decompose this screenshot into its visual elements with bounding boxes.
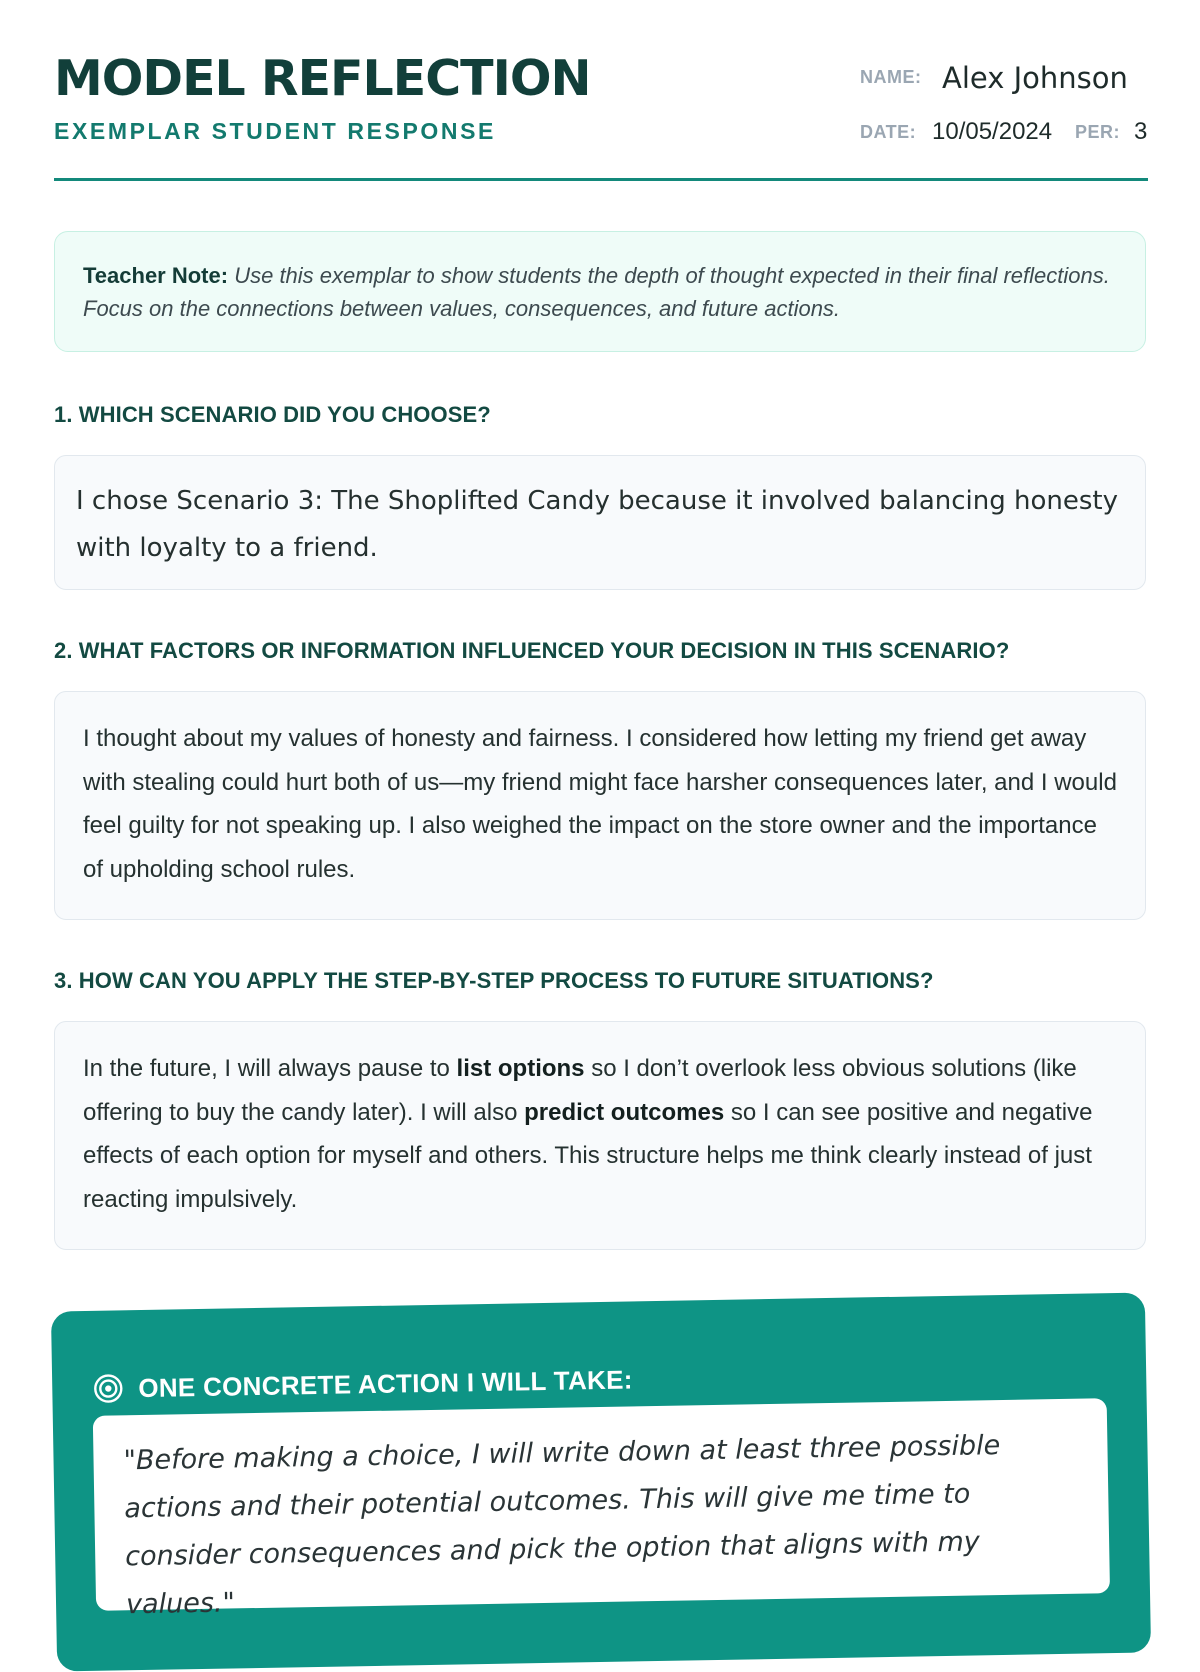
action-header (92, 1359, 633, 1408)
answer-3-emphasis-predict-outcomes: predict outcomes (524, 1098, 725, 1126)
teacher-note-label: Teacher Note: (83, 263, 229, 288)
date-value: 10/05/2024 (932, 118, 1053, 145)
teacher-note-text: Use this exemplar to show students the depth of thought expected in their final reflections. Focus on the connections between values, consequences, and future actions. (83, 263, 1110, 321)
period-value: 3 (1134, 118, 1148, 145)
page-header (54, 0, 1148, 181)
name-value: Alex Johnson (942, 61, 1128, 95)
reflection-page (54, 0, 1148, 1621)
teacher-note (54, 231, 1146, 352)
question-3-heading: 3. HOW CAN YOU APPLY THE STEP-BY-STEP PROCESS TO FUTURE SITUATIONS? (54, 968, 934, 993)
question-2-answer: I thought about my values of honesty and fairness. I considered how letting my friend get away with stealing could hurt both of us—my friend might face harsher consequences later, and I would feel guilty for not speaking up. I also weighed the impact on the store owner and the importance of upholding school rules. (54, 691, 1146, 920)
answer-3-text: so I can see positive and negative effects of each option for myself and others. This structure helps me think clearly instead of just reacting impulsively. (83, 1098, 1093, 1213)
name-label: NAME: (860, 67, 922, 87)
question-1-answer: I chose Scenario 3: The Shoplifted Candy because it involved balancing honesty with loyalty to a friend. (54, 455, 1146, 590)
answer-3-text: so I don’t overlook less obvious solutions (like offering to buy the candy later). I will also (83, 1055, 1077, 1126)
page-subtitle: EXEMPLAR STUDENT RESPONSE (54, 118, 496, 144)
target-icon (92, 1372, 125, 1405)
page-title: MODEL REFLECTION (54, 50, 591, 107)
question-1-heading: 1. WHICH SCENARIO DID YOU CHOOSE? (54, 402, 491, 427)
action-card (51, 1292, 1151, 1671)
action-title: ONE CONCRETE ACTION I WILL TAKE: (138, 1363, 633, 1403)
answer-3-emphasis-list-options: list options (456, 1055, 585, 1082)
date-label: DATE: (860, 122, 917, 142)
question-2-heading: 2. WHAT FACTORS OR INFORMATION INFLUENCED YOUR DECISION IN THIS SCENARIO? (54, 638, 1010, 663)
answer-3-text: In the future, I will always pause to (83, 1055, 457, 1082)
question-3-answer (54, 1021, 1146, 1250)
action-quote: "Before making a choice, I will write down at least three possible actions and their potential outcomes. This will give me time to consider consequences and pick the option that aligns with my values." (93, 1398, 1110, 1611)
period-label: PER: (1075, 122, 1121, 142)
